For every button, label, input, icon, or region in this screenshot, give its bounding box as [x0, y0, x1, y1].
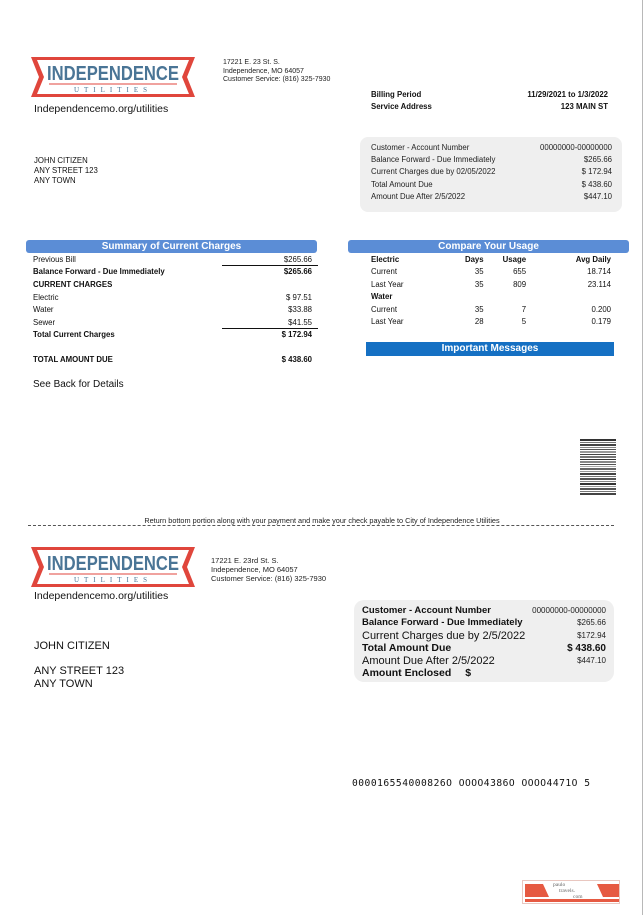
svg-text:UTILITIES: UTILITIES: [73, 576, 153, 584]
current-charges-value: $172.94: [577, 631, 606, 640]
watermark-logo: [522, 880, 620, 904]
summary-header: Summary of Current Charges: [26, 240, 317, 253]
total-amount-due-row: [33, 353, 316, 366]
address-line-2: Independence, MO 64057: [223, 67, 304, 75]
customer-service-phone: Customer Service: (816) 325-7930: [223, 76, 331, 83]
balance-forward-row: [371, 153, 612, 165]
barcode-image: [580, 438, 616, 496]
amount-due-after-row: [371, 191, 612, 203]
period: Current: [371, 304, 397, 314]
amount-due-after-value: $447.10: [583, 192, 612, 202]
water-heading-row: [371, 291, 611, 304]
account-summary-box: [360, 137, 622, 212]
usage-table: [371, 253, 611, 328]
col-avg-daily: Avg Daily: [575, 254, 611, 264]
water-value: $33.88: [288, 305, 312, 315]
utility-website-link[interactable]: Independencemo.org/utilities: [34, 103, 169, 115]
avg-daily: 18.714: [587, 267, 611, 277]
utility-address: [223, 59, 330, 85]
period: Last Year: [371, 317, 404, 327]
total-amount-due-label: Total Amount Due: [371, 179, 433, 189]
balance-forward-value: $265.66: [577, 618, 606, 627]
stub-utility-address: [211, 556, 326, 584]
mailing-address: [34, 156, 98, 186]
amount-enclosed-field[interactable]: $: [465, 667, 472, 679]
customer-town: ANY TOWN: [34, 176, 76, 185]
important-messages-header: Important Messages: [366, 342, 614, 356]
account-number-label: Customer - Account Number: [371, 142, 470, 152]
divider: [222, 265, 318, 266]
watermark-line-2: travels.: [559, 888, 576, 894]
stub-town: ANY TOWN: [34, 678, 93, 690]
usage-header: Compare Your Usage: [348, 240, 629, 253]
days: 35: [474, 267, 484, 277]
total-amount-due-row: [371, 178, 612, 190]
independence-utilities-logo: [31, 56, 195, 98]
days: 28: [474, 317, 484, 327]
account-number-row: [371, 141, 612, 153]
amount-enclosed-label: Amount Enclosed: [362, 667, 452, 679]
usage-row: [371, 266, 611, 279]
balance-forward-value: $265.66: [283, 267, 312, 277]
water-label: Water: [33, 305, 54, 315]
current-charges-value: $ 172.94: [581, 167, 612, 177]
days: 35: [474, 304, 484, 314]
tear-off-line: [28, 525, 614, 526]
current-charges-heading-label: CURRENT CHARGES: [33, 279, 113, 289]
svg-text:UTILITIES: UTILITIES: [73, 86, 153, 94]
account-number-value: 00000000-00000000: [540, 142, 612, 152]
sewer-value: $41.55: [288, 317, 312, 327]
total-current-charges-row: [33, 329, 316, 342]
total-amount-due-value: $ 438.60: [581, 179, 612, 189]
divider: [222, 328, 318, 329]
previous-bill-label: Previous Bill: [33, 254, 76, 264]
current-charges-row: [371, 166, 612, 178]
total-current-charges-value: $ 172.94: [281, 330, 312, 340]
sewer-label: Sewer: [33, 317, 56, 327]
see-back-note: See Back for Details: [33, 379, 124, 390]
balance-forward-value: $265.66: [583, 155, 612, 165]
days: 35: [474, 279, 484, 289]
service-address-value: 123 MAIN ST: [560, 102, 608, 111]
watermark-line-1: paulo: [553, 882, 566, 888]
stub-account-row: [362, 604, 606, 616]
electric-value: $ 97.51: [285, 292, 312, 302]
billing-info: [371, 90, 608, 114]
usage-row: [371, 303, 611, 316]
stub-customer-name: JOHN CITIZEN: [34, 640, 110, 652]
usage-row: [371, 278, 611, 291]
balance-forward-label: Balance Forward - Due Immediately: [33, 267, 165, 277]
stub-after-row: [362, 654, 606, 667]
customer-name: JOHN CITIZEN: [34, 156, 88, 165]
current-charges-heading: [33, 278, 316, 291]
electric-label: Electric: [33, 292, 59, 302]
usage: 7: [521, 304, 527, 314]
return-instructions: Return bottom portion along with your payment and make your check payable to City of Independence Utilities: [144, 516, 500, 525]
page-edge: [642, 0, 643, 915]
account-number-label: Customer - Account Number: [362, 604, 491, 616]
svg-text:INDEPENDENCE: INDEPENDENCE: [47, 553, 179, 575]
total-amount-due-value: $ 438.60: [567, 642, 606, 654]
usage: 809: [513, 279, 527, 289]
address-line-2: Independence, MO 64057: [211, 565, 298, 575]
col-usage: Usage: [502, 254, 527, 264]
period: Current: [371, 267, 397, 277]
previous-bill-row: [33, 253, 316, 266]
electric-charge-row: [33, 291, 316, 304]
stub-total-row: [362, 642, 606, 654]
address-line-1: 17221 E. 23 St. S.: [223, 59, 280, 66]
avg-daily: 23.114: [587, 279, 611, 289]
water-charge-row: [33, 303, 316, 316]
svg-text:INDEPENDENCE: INDEPENDENCE: [47, 63, 179, 85]
balance-forward-label: Balance Forward - Due Immediately: [362, 617, 523, 628]
total-amount-due-label: Total Amount Due: [362, 642, 452, 654]
stub-website-link[interactable]: Independencemo.org/utilities: [34, 590, 169, 602]
stub-customer-address: [34, 665, 124, 691]
col-electric: Electric: [371, 254, 400, 264]
usage: 5: [521, 317, 527, 327]
address-line-1: 17221 E. 23rd St. S.: [211, 556, 279, 565]
total-amount-due-value: $ 438.60: [281, 354, 312, 364]
stub-street: ANY STREET 123: [34, 665, 125, 677]
water-heading: Water: [371, 292, 393, 302]
col-days: Days: [464, 254, 484, 264]
total-amount-due-label: TOTAL AMOUNT DUE: [33, 354, 113, 364]
customer-street: ANY STREET 123: [34, 166, 98, 175]
avg-daily: 0.179: [591, 317, 611, 327]
previous-bill-value: $265.66: [283, 254, 312, 264]
billing-period-label: Billing Period: [371, 90, 422, 99]
micr-scan-line: 000016554000826O OOOO4386O OOOO4471O 5: [352, 778, 591, 789]
stub-enclosed-row: [362, 667, 606, 679]
current-charges-label: Current Charges due by 02/05/2022: [371, 167, 496, 177]
usage-header-row: [371, 253, 611, 266]
amount-due-after-value: $447.10: [577, 656, 606, 665]
billing-period-value: 11/29/2021 to 1/3/2022: [527, 90, 608, 99]
stub-balance-row: [362, 616, 606, 629]
stub-payment-box: [354, 600, 614, 682]
avg-daily: 0.200: [591, 304, 611, 314]
usage-row: [371, 316, 611, 329]
service-address-label: Service Address: [371, 102, 432, 111]
account-number-value: 00000000-00000000: [532, 605, 606, 615]
sewer-charge-row: [33, 316, 316, 329]
balance-forward-row: [33, 266, 316, 279]
total-current-charges-label: Total Current Charges: [33, 330, 115, 340]
period: Last Year: [371, 279, 404, 289]
stub-current-row: [362, 629, 606, 642]
independence-utilities-logo: [31, 546, 195, 588]
watermark-line-3: com: [573, 894, 583, 900]
customer-service-phone: Customer Service: (816) 325-7930: [211, 574, 327, 584]
balance-forward-label: Balance Forward - Due Immediately: [371, 155, 496, 165]
amount-due-after-label: Amount Due After 2/5/2022: [362, 654, 495, 667]
current-charges-label: Current Charges due by 2/5/2022: [362, 629, 526, 642]
amount-due-after-label: Amount Due After 2/5/2022: [371, 192, 466, 202]
usage: 655: [513, 267, 527, 277]
